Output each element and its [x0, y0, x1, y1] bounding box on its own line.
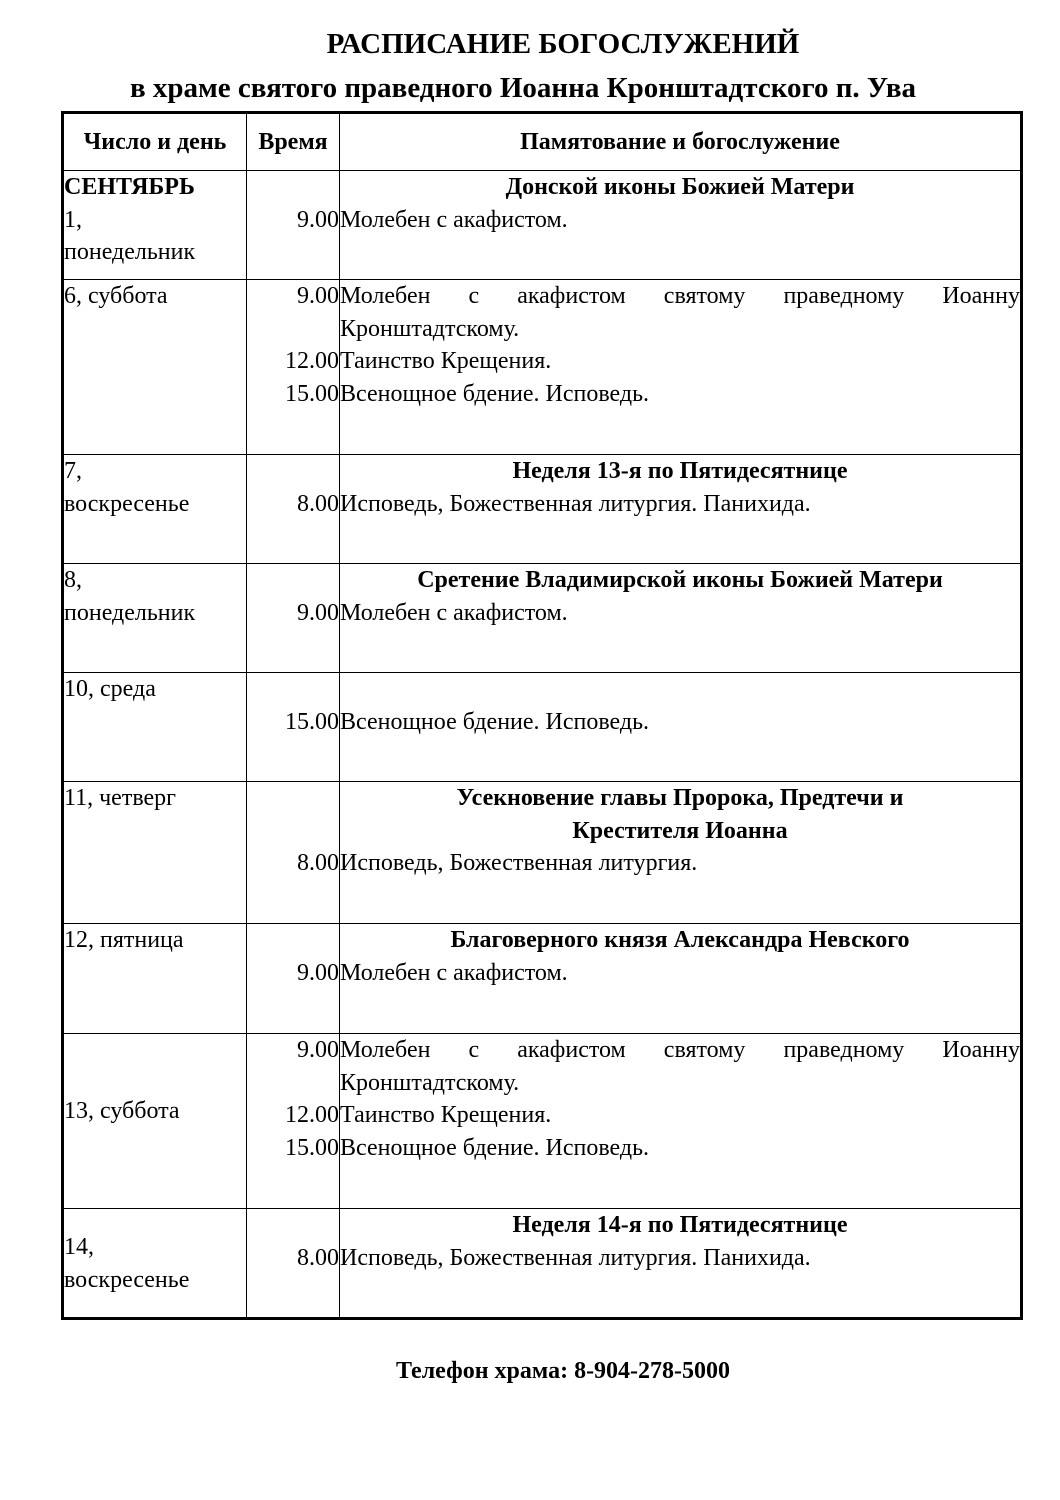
service-text: Молебен с акафистом святому праведному Иоанну Кронштадтскому.: [340, 1037, 1020, 1096]
time-cell: [247, 673, 340, 782]
time-cell: [247, 280, 340, 455]
feast-title: Благоверного князя Александра Невского: [450, 927, 910, 953]
service-text: Всенощное бдение. Исповедь.: [340, 1134, 650, 1161]
time-cell: [247, 782, 340, 924]
service-text: Таинство Крещения.: [340, 348, 552, 374]
date-cell: [63, 1034, 247, 1209]
feast-title: Сретение Владимирской иконы Божией Матери: [417, 567, 943, 593]
service-text: Молебен с акафистом.: [340, 959, 568, 986]
date-day: 8,: [64, 567, 82, 593]
service-cell: [340, 1034, 1022, 1209]
page-title: РАСПИСАНИЕ БОГОСЛУЖЕНИЙ: [326, 28, 800, 60]
time-cell: [247, 1209, 340, 1319]
date-weekday: воскресенье: [64, 1266, 190, 1293]
time-value: 9.00: [297, 206, 339, 233]
feast-title: Донской иконы Божией Матери: [505, 174, 855, 200]
feast-title: Неделя 14-я по Пятидесятнице: [512, 1212, 848, 1238]
date-day: 1,: [64, 206, 82, 233]
time-value: 9.00: [297, 959, 339, 986]
service-cell: [340, 171, 1022, 280]
table-row: [63, 455, 1022, 564]
table-row: [63, 673, 1022, 782]
service-text: Исповедь, Божественная литургия. Панихида.: [340, 1244, 811, 1271]
time-value: 12.00: [285, 1102, 339, 1128]
time-cell: [247, 455, 340, 564]
feast-title: Неделя 13-я по Пятидесятнице: [512, 458, 848, 484]
column-header-service: Памятование и богослужение: [340, 113, 1022, 171]
phone-number: Телефон храма: 8-904-278-5000: [395, 1358, 731, 1384]
time-value: 8.00: [297, 1244, 339, 1271]
time-value: 15.00: [285, 1134, 339, 1161]
table-row: [63, 782, 1022, 924]
service-text: Таинство Крещения.: [340, 1102, 552, 1128]
time-value: 12.00: [285, 348, 339, 374]
time-value: 9.00: [297, 599, 339, 626]
table-row: [63, 1034, 1022, 1209]
service-text: Всенощное бдение. Исповедь.: [340, 380, 650, 407]
service-text: Молебен с акафистом.: [340, 206, 568, 233]
date-day: 7,: [64, 458, 82, 484]
time-cell: [247, 924, 340, 1034]
date-cell: [63, 171, 247, 280]
service-cell: [340, 673, 1022, 782]
time-value: 8.00: [297, 490, 339, 517]
service-cell: [340, 782, 1022, 924]
service-text: Исповедь, Божественная литургия. Панихида.: [340, 490, 811, 517]
service-cell: [340, 455, 1022, 564]
date-cell: [63, 564, 247, 673]
service-cell: [340, 280, 1022, 455]
table-row: [63, 1209, 1022, 1319]
month-label: СЕНТЯБРЬ: [64, 174, 195, 200]
feast-title: Крестителя Иоанна: [572, 817, 788, 844]
date-weekday: понедельник: [64, 599, 196, 626]
schedule-table: [61, 111, 1023, 1320]
service-text: Исповедь, Божественная литургия.: [340, 850, 698, 876]
service-cell: [340, 1209, 1022, 1319]
time-value: 8.00: [297, 850, 339, 876]
column-header-time: Время: [247, 113, 340, 171]
date-label: 6, суббота: [64, 283, 168, 309]
date-cell: [63, 455, 247, 564]
date-label: 13, суббота: [64, 1097, 180, 1124]
time-value: 15.00: [285, 708, 339, 735]
date-cell: [63, 1209, 247, 1319]
service-cell: [340, 564, 1022, 673]
table-row: [63, 171, 1022, 280]
date-day: 14,: [64, 1234, 94, 1260]
date-weekday: воскресенье: [64, 490, 190, 517]
time-cell: [247, 1034, 340, 1209]
page-subtitle: в храме святого праведного Иоанна Кронштадтского п. Ува: [130, 72, 916, 104]
service-text: Молебен с акафистом.: [340, 599, 568, 626]
date-cell: [63, 673, 247, 782]
time-cell: [247, 564, 340, 673]
table-row: [63, 280, 1022, 455]
column-header-date: Число и день: [63, 113, 247, 171]
date-cell: [63, 280, 247, 455]
table-header-row: [63, 113, 1022, 171]
table-row: [63, 564, 1022, 673]
time-value: 9.00: [297, 283, 339, 309]
time-value: 9.00: [297, 1037, 339, 1063]
date-label: 10, среда: [64, 676, 156, 702]
date-label: 12, пятница: [64, 927, 184, 953]
table-row: [63, 924, 1022, 1034]
date-weekday: понедельник: [64, 239, 196, 265]
time-cell: [247, 171, 340, 280]
service-text: Всенощное бдение. Исповедь.: [340, 708, 650, 735]
time-value: 15.00: [285, 380, 339, 407]
date-label: 11, четверг: [64, 785, 177, 811]
date-cell: [63, 782, 247, 924]
service-cell: [340, 924, 1022, 1034]
service-text: Молебен с акафистом святому праведному Иоанну Кронштадтскому.: [340, 283, 1020, 342]
date-cell: [63, 924, 247, 1034]
feast-title: Усекновение главы Пророка, Предтечи и: [456, 785, 904, 811]
